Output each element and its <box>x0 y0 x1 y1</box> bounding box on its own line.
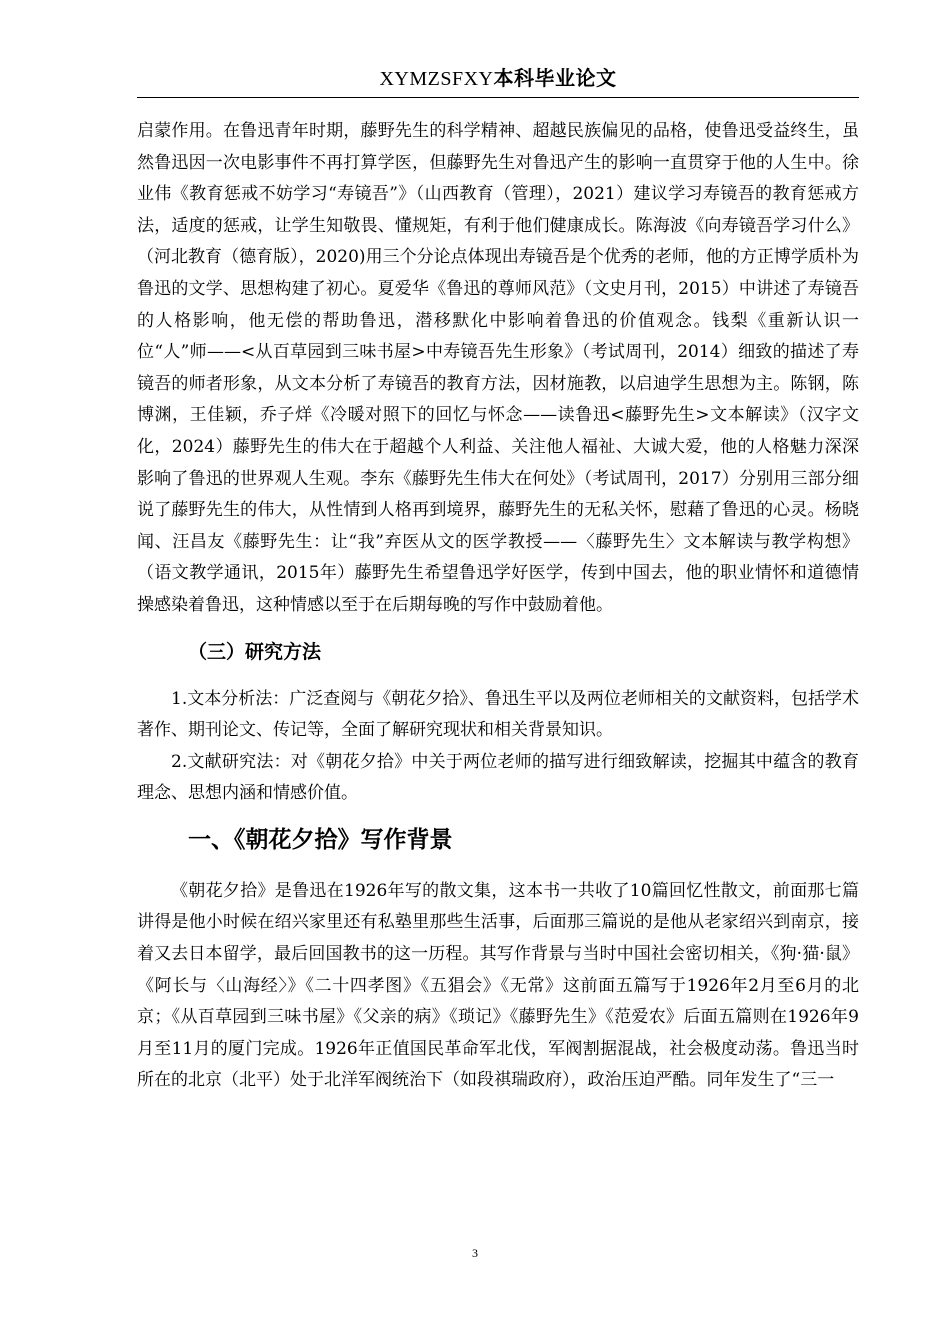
writing-background-paragraph: 《朝花夕拾》是鲁迅在1926年写的散文集，这本书一共收了10篇回忆性散文，前面那七篇讲得是他小时候在绍兴家里还有私塾里那些生活事，后面那三篇说的是他从老家绍兴到南京，接着又去日本留学，最后回国教书的这一历程。其写作背景与当时中国社会密切相关，《狗·猫·鼠》《阿长与〈山海经〉》《二十四孝图》《五猖会》《无常》这前面五篇写于1926年2月至6月的北京；《从百草园到三味书屋》《父亲的病》《琐记》《藤野先生》《范爱农》后面五篇则在1926年9月至11月的厦门完成。1926年正值国民革命军北伐，军阀割据混战，社会极度动荡。鲁迅当时所在的北京（北平）处于北洋军阀统治下（如段祺瑞政府），政治压迫严酷。同年发生了“三一 <box>137 880 859 1091</box>
method-literature-research: 2.文献研究法：对《朝花夕拾》中关于两位老师的描写进行细致解读，挖掘其中蕴含的教育理念、思想内涵和情感价值。 <box>137 751 859 804</box>
page-number: 3 <box>472 1246 478 1260</box>
section-heading-writing-background: 一、《朝花夕拾》写作背景 <box>188 826 453 853</box>
page-header <box>137 62 859 95</box>
header-thesis-label: 本科毕业论文 <box>493 66 617 90</box>
literature-review-paragraph: 启蒙作用。在鲁迅青年时期，藤野先生的科学精神、超越民族偏见的品格，使鲁迅受益终生，虽然鲁迅因一次电影事件不再打算学医，但藤野先生对鲁迅产生的影响一直贯穿于他的人生中。徐业伟《教育惩戒不妨学习“寿镜吾”》（山西教育（管理），2021）建议学习寿镜吾的教育惩戒方法，适度的惩戒，让学生知敬畏、懂规矩，有利于他们健康成长。陈海波《向寿镜吾学习什么》（河北教育（德育版），2020)用三个分论点体现出寿镜吾是个优秀的老师，他的方正博学质朴为鲁迅的文学、思想构建了初心。夏爱华《鲁迅的尊师风范》（文史月刊，2015）中讲述了寿镜吾的人格影响，他无偿的帮助鲁迅，潜移默化中影响着鲁迅的价值观念。钱梨《重新认识一位“人”师——<从百草园到三味书屋>中寿镜吾先生形象》（考试周刊，2014）细致的描述了寿镜吾的师者形象，从文本分析了寿镜吾的教育方法，因材施教，以启迪学生思想为主。陈钢，陈博渊，王佳颖，乔子烊《冷暖对照下的回忆与怀念——读鲁迅<藤野先生>文本解读》（汉字文化，2024）藤野先生的伟大在于超越个人利益、关注他人福祉、大诚大爱，他的人格魅力深深影响了鲁迅的世界观人生观。李东《藤野先生伟大在何处》（考试周刊，2017）分别用三部分细说了藤野先生的伟大，从性情到人格再到境界，藤野先生的无私关怀，慰藉了鲁迅的心灵。杨晓闻、汪昌友《藤野先生：让“我”弃医从文的医学教授——〈藤野先生〉文本解读与教学构想》（语文教学通讯，2015年）藤野先生希望鲁迅学好医学，传到中国去，他的职业情怀和道德情操感染着鲁迅，这种情感以至于在后期每晚的写作中鼓励着他。 <box>137 121 859 615</box>
header-divider <box>137 97 859 98</box>
page-body <box>137 116 859 1097</box>
header-school-code: XYMZSFXY <box>379 68 494 90</box>
method-text-analysis: 1.文本分析法：广泛查阅与《朝花夕拾》、鲁迅生平以及两位老师相关的文献资料，包括学术著作、期刊论文、传记等，全面了解研究现状和相关背景知识。 <box>137 688 859 741</box>
research-methods-heading: （三）研究方法 <box>188 640 322 663</box>
